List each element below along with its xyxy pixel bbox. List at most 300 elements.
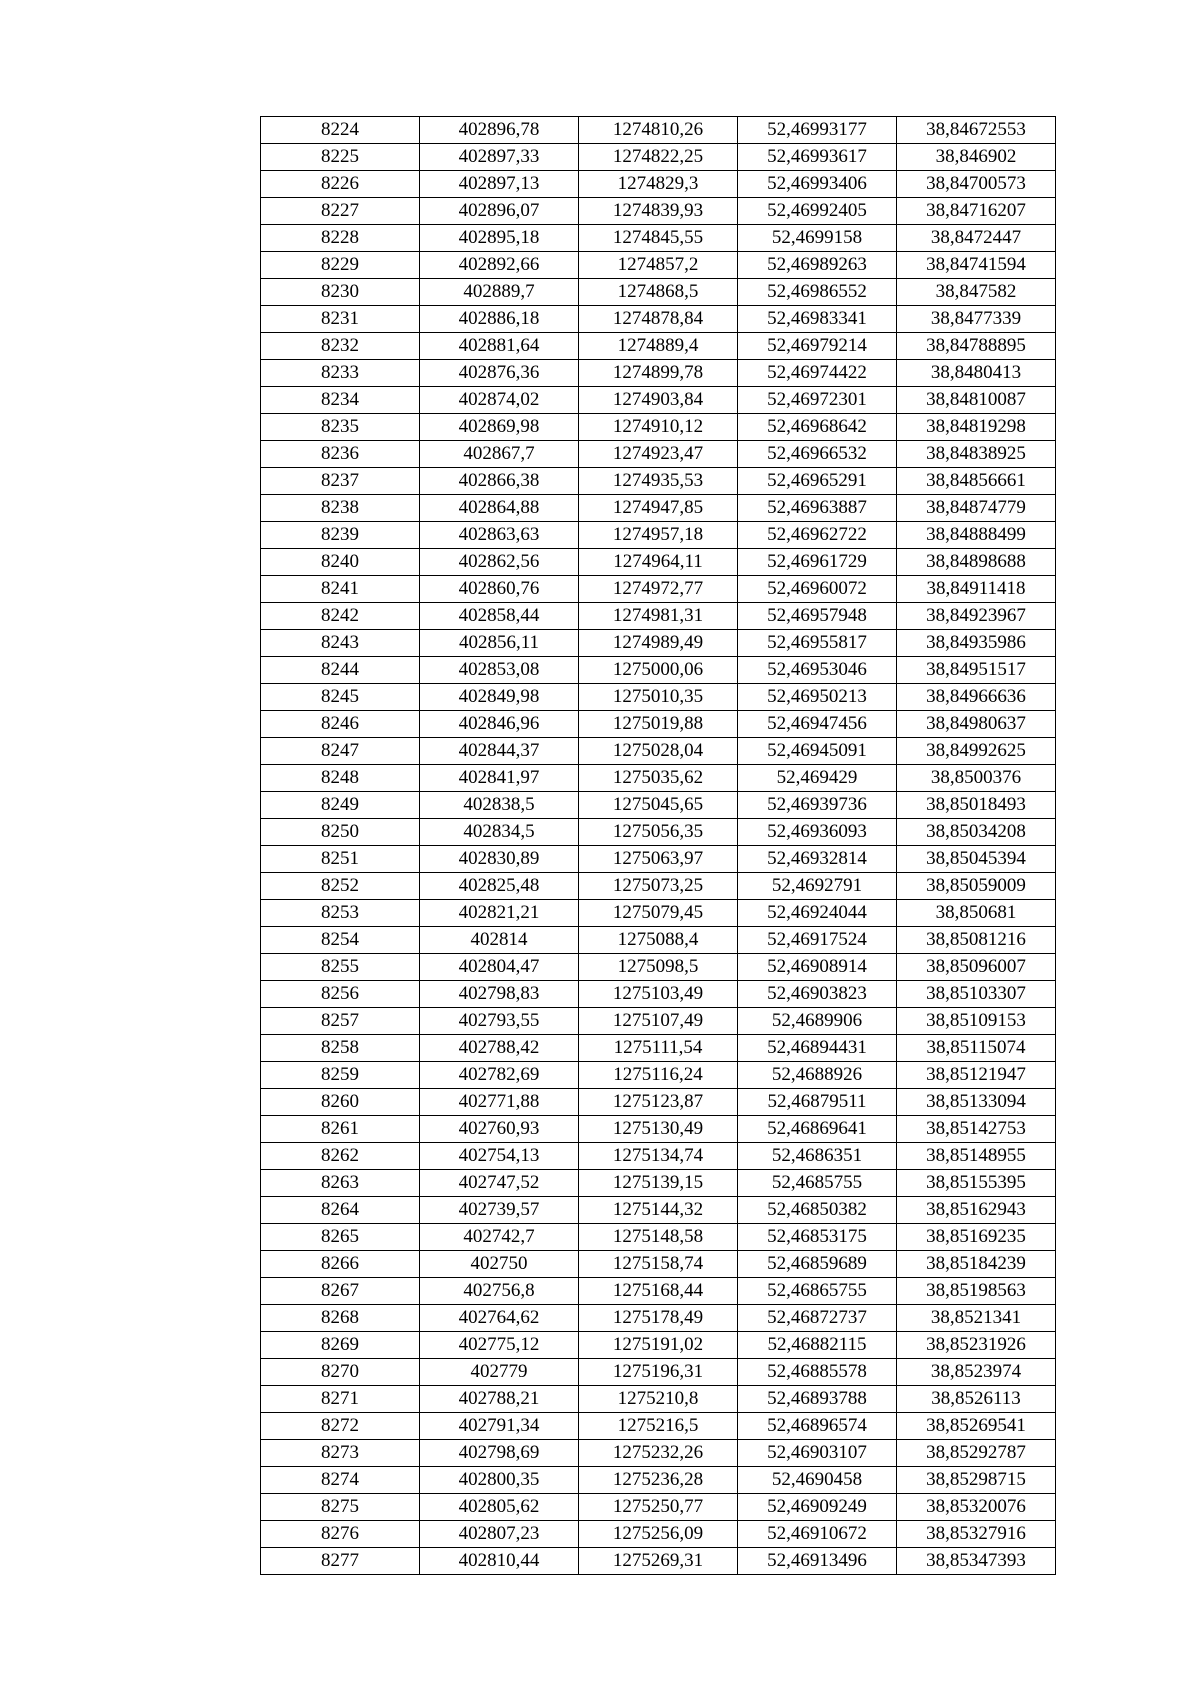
latitude-cell: 52,46983341 (738, 306, 897, 333)
y-coordinate-cell: 1275250,77 (579, 1494, 738, 1521)
table-row (261, 306, 1056, 333)
latitude-cell: 52,46909249 (738, 1494, 897, 1521)
x-coordinate-cell: 402754,13 (420, 1143, 579, 1170)
point-number-cell: 8275 (261, 1494, 420, 1521)
y-coordinate-cell: 1275056,35 (579, 819, 738, 846)
table-row (261, 1359, 1056, 1386)
x-coordinate-cell: 402764,62 (420, 1305, 579, 1332)
table-row (261, 1440, 1056, 1467)
point-number-cell: 8230 (261, 279, 420, 306)
longitude-cell: 38,8480413 (897, 360, 1056, 387)
x-coordinate-cell: 402869,98 (420, 414, 579, 441)
table-row (261, 171, 1056, 198)
point-number-cell: 8272 (261, 1413, 420, 1440)
table-row (261, 414, 1056, 441)
y-coordinate-cell: 1275000,06 (579, 657, 738, 684)
table-row (261, 1251, 1056, 1278)
latitude-cell: 52,46850382 (738, 1197, 897, 1224)
longitude-cell: 38,85155395 (897, 1170, 1056, 1197)
latitude-cell: 52,46939736 (738, 792, 897, 819)
y-coordinate-cell: 1275045,65 (579, 792, 738, 819)
latitude-cell: 52,46950213 (738, 684, 897, 711)
latitude-cell: 52,46910672 (738, 1521, 897, 1548)
latitude-cell: 52,46955817 (738, 630, 897, 657)
longitude-cell: 38,84888499 (897, 522, 1056, 549)
point-number-cell: 8277 (261, 1548, 420, 1575)
table-row (261, 360, 1056, 387)
y-coordinate-cell: 1274810,26 (579, 117, 738, 144)
longitude-cell: 38,84980637 (897, 711, 1056, 738)
x-coordinate-cell: 402896,78 (420, 117, 579, 144)
table-row (261, 198, 1056, 225)
point-number-cell: 8268 (261, 1305, 420, 1332)
point-number-cell: 8224 (261, 117, 420, 144)
longitude-cell: 38,85231926 (897, 1332, 1056, 1359)
longitude-cell: 38,85148955 (897, 1143, 1056, 1170)
x-coordinate-cell: 402838,5 (420, 792, 579, 819)
x-coordinate-cell: 402804,47 (420, 954, 579, 981)
longitude-cell: 38,8523974 (897, 1359, 1056, 1386)
x-coordinate-cell: 402771,88 (420, 1089, 579, 1116)
point-number-cell: 8269 (261, 1332, 420, 1359)
longitude-cell: 38,84911418 (897, 576, 1056, 603)
table-row (261, 657, 1056, 684)
x-coordinate-cell: 402756,8 (420, 1278, 579, 1305)
point-number-cell: 8251 (261, 846, 420, 873)
x-coordinate-cell: 402863,63 (420, 522, 579, 549)
longitude-cell: 38,84935986 (897, 630, 1056, 657)
longitude-cell: 38,85327916 (897, 1521, 1056, 1548)
longitude-cell: 38,85162943 (897, 1197, 1056, 1224)
latitude-cell: 52,46965291 (738, 468, 897, 495)
point-number-cell: 8256 (261, 981, 420, 1008)
latitude-cell: 52,46993406 (738, 171, 897, 198)
point-number-cell: 8247 (261, 738, 420, 765)
x-coordinate-cell: 402825,48 (420, 873, 579, 900)
longitude-cell: 38,85133094 (897, 1089, 1056, 1116)
longitude-cell: 38,850681 (897, 900, 1056, 927)
table-row (261, 144, 1056, 171)
y-coordinate-cell: 1275010,35 (579, 684, 738, 711)
latitude-cell: 52,46993617 (738, 144, 897, 171)
y-coordinate-cell: 1275148,58 (579, 1224, 738, 1251)
table-row (261, 1332, 1056, 1359)
table-row (261, 981, 1056, 1008)
table-row (261, 738, 1056, 765)
x-coordinate-cell: 402897,33 (420, 144, 579, 171)
y-coordinate-cell: 1274989,49 (579, 630, 738, 657)
longitude-cell: 38,8477339 (897, 306, 1056, 333)
latitude-cell: 52,46869641 (738, 1116, 897, 1143)
x-coordinate-cell: 402853,08 (420, 657, 579, 684)
table-row (261, 1413, 1056, 1440)
longitude-cell: 38,85184239 (897, 1251, 1056, 1278)
latitude-cell: 52,4685755 (738, 1170, 897, 1197)
point-number-cell: 8226 (261, 171, 420, 198)
y-coordinate-cell: 1275256,09 (579, 1521, 738, 1548)
x-coordinate-cell: 402841,97 (420, 765, 579, 792)
x-coordinate-cell: 402791,34 (420, 1413, 579, 1440)
table-row (261, 549, 1056, 576)
coordinates-table-body (261, 117, 1056, 1575)
longitude-cell: 38,85096007 (897, 954, 1056, 981)
longitude-cell: 38,84992625 (897, 738, 1056, 765)
point-number-cell: 8263 (261, 1170, 420, 1197)
latitude-cell: 52,46979214 (738, 333, 897, 360)
point-number-cell: 8252 (261, 873, 420, 900)
y-coordinate-cell: 1275028,04 (579, 738, 738, 765)
table-row (261, 630, 1056, 657)
y-coordinate-cell: 1275019,88 (579, 711, 738, 738)
point-number-cell: 8240 (261, 549, 420, 576)
longitude-cell: 38,84874779 (897, 495, 1056, 522)
x-coordinate-cell: 402856,11 (420, 630, 579, 657)
point-number-cell: 8264 (261, 1197, 420, 1224)
table-row (261, 1278, 1056, 1305)
table-row (261, 279, 1056, 306)
point-number-cell: 8241 (261, 576, 420, 603)
x-coordinate-cell: 402876,36 (420, 360, 579, 387)
longitude-cell: 38,85269541 (897, 1413, 1056, 1440)
point-number-cell: 8243 (261, 630, 420, 657)
point-number-cell: 8270 (261, 1359, 420, 1386)
latitude-cell: 52,46932814 (738, 846, 897, 873)
longitude-cell: 38,85198563 (897, 1278, 1056, 1305)
longitude-cell: 38,85169235 (897, 1224, 1056, 1251)
longitude-cell: 38,85059009 (897, 873, 1056, 900)
y-coordinate-cell: 1275073,25 (579, 873, 738, 900)
x-coordinate-cell: 402739,57 (420, 1197, 579, 1224)
table-row (261, 954, 1056, 981)
point-number-cell: 8271 (261, 1386, 420, 1413)
latitude-cell: 52,46903107 (738, 1440, 897, 1467)
longitude-cell: 38,84700573 (897, 171, 1056, 198)
point-number-cell: 8246 (261, 711, 420, 738)
y-coordinate-cell: 1275178,49 (579, 1305, 738, 1332)
y-coordinate-cell: 1274829,3 (579, 171, 738, 198)
point-number-cell: 8233 (261, 360, 420, 387)
table-row (261, 225, 1056, 252)
point-number-cell: 8258 (261, 1035, 420, 1062)
latitude-cell: 52,46936093 (738, 819, 897, 846)
coordinates-table (260, 116, 1056, 1575)
longitude-cell: 38,84716207 (897, 198, 1056, 225)
x-coordinate-cell: 402798,83 (420, 981, 579, 1008)
y-coordinate-cell: 1274845,55 (579, 225, 738, 252)
point-number-cell: 8248 (261, 765, 420, 792)
x-coordinate-cell: 402810,44 (420, 1548, 579, 1575)
y-coordinate-cell: 1274839,93 (579, 198, 738, 225)
longitude-cell: 38,84951517 (897, 657, 1056, 684)
y-coordinate-cell: 1274947,85 (579, 495, 738, 522)
x-coordinate-cell: 402892,66 (420, 252, 579, 279)
latitude-cell: 52,46974422 (738, 360, 897, 387)
longitude-cell: 38,847582 (897, 279, 1056, 306)
longitude-cell: 38,85320076 (897, 1494, 1056, 1521)
longitude-cell: 38,85292787 (897, 1440, 1056, 1467)
point-number-cell: 8259 (261, 1062, 420, 1089)
point-number-cell: 8267 (261, 1278, 420, 1305)
point-number-cell: 8261 (261, 1116, 420, 1143)
longitude-cell: 38,84856661 (897, 468, 1056, 495)
table-row (261, 1548, 1056, 1575)
longitude-cell: 38,8526113 (897, 1386, 1056, 1413)
x-coordinate-cell: 402860,76 (420, 576, 579, 603)
table-row (261, 846, 1056, 873)
longitude-cell: 38,85034208 (897, 819, 1056, 846)
y-coordinate-cell: 1274910,12 (579, 414, 738, 441)
x-coordinate-cell: 402834,5 (420, 819, 579, 846)
table-row (261, 1116, 1056, 1143)
latitude-cell: 52,46865755 (738, 1278, 897, 1305)
longitude-cell: 38,84672553 (897, 117, 1056, 144)
x-coordinate-cell: 402798,69 (420, 1440, 579, 1467)
table-row (261, 711, 1056, 738)
table-row (261, 1035, 1056, 1062)
x-coordinate-cell: 402866,38 (420, 468, 579, 495)
longitude-cell: 38,85347393 (897, 1548, 1056, 1575)
x-coordinate-cell: 402895,18 (420, 225, 579, 252)
point-number-cell: 8228 (261, 225, 420, 252)
longitude-cell: 38,85142753 (897, 1116, 1056, 1143)
longitude-cell: 38,8500376 (897, 765, 1056, 792)
latitude-cell: 52,46879511 (738, 1089, 897, 1116)
latitude-cell: 52,46896574 (738, 1413, 897, 1440)
longitude-cell: 38,85018493 (897, 792, 1056, 819)
table-row (261, 333, 1056, 360)
longitude-cell: 38,846902 (897, 144, 1056, 171)
latitude-cell: 52,46853175 (738, 1224, 897, 1251)
table-row (261, 1170, 1056, 1197)
y-coordinate-cell: 1274868,5 (579, 279, 738, 306)
point-number-cell: 8257 (261, 1008, 420, 1035)
x-coordinate-cell: 402807,23 (420, 1521, 579, 1548)
table-row (261, 1008, 1056, 1035)
y-coordinate-cell: 1275079,45 (579, 900, 738, 927)
longitude-cell: 38,84966636 (897, 684, 1056, 711)
table-row (261, 1143, 1056, 1170)
y-coordinate-cell: 1274903,84 (579, 387, 738, 414)
y-coordinate-cell: 1274935,53 (579, 468, 738, 495)
y-coordinate-cell: 1275088,4 (579, 927, 738, 954)
latitude-cell: 52,46924044 (738, 900, 897, 927)
longitude-cell: 38,84741594 (897, 252, 1056, 279)
y-coordinate-cell: 1275191,02 (579, 1332, 738, 1359)
x-coordinate-cell: 402742,7 (420, 1224, 579, 1251)
point-number-cell: 8262 (261, 1143, 420, 1170)
y-coordinate-cell: 1275139,15 (579, 1170, 738, 1197)
point-number-cell: 8225 (261, 144, 420, 171)
x-coordinate-cell: 402897,13 (420, 171, 579, 198)
x-coordinate-cell: 402844,37 (420, 738, 579, 765)
latitude-cell: 52,46894431 (738, 1035, 897, 1062)
point-number-cell: 8260 (261, 1089, 420, 1116)
y-coordinate-cell: 1275216,5 (579, 1413, 738, 1440)
longitude-cell: 38,85045394 (897, 846, 1056, 873)
longitude-cell: 38,8472447 (897, 225, 1056, 252)
latitude-cell: 52,46993177 (738, 117, 897, 144)
point-number-cell: 8276 (261, 1521, 420, 1548)
y-coordinate-cell: 1274957,18 (579, 522, 738, 549)
table-row (261, 441, 1056, 468)
table-row (261, 792, 1056, 819)
y-coordinate-cell: 1274981,31 (579, 603, 738, 630)
x-coordinate-cell: 402821,21 (420, 900, 579, 927)
x-coordinate-cell: 402793,55 (420, 1008, 579, 1035)
latitude-cell: 52,46960072 (738, 576, 897, 603)
table-row (261, 765, 1056, 792)
latitude-cell: 52,4690458 (738, 1467, 897, 1494)
longitude-cell: 38,84898688 (897, 549, 1056, 576)
table-row (261, 1386, 1056, 1413)
table-row (261, 1062, 1056, 1089)
x-coordinate-cell: 402849,98 (420, 684, 579, 711)
longitude-cell: 38,85298715 (897, 1467, 1056, 1494)
table-row (261, 522, 1056, 549)
y-coordinate-cell: 1274822,25 (579, 144, 738, 171)
point-number-cell: 8236 (261, 441, 420, 468)
y-coordinate-cell: 1275063,97 (579, 846, 738, 873)
point-number-cell: 8231 (261, 306, 420, 333)
x-coordinate-cell: 402788,21 (420, 1386, 579, 1413)
x-coordinate-cell: 402862,56 (420, 549, 579, 576)
x-coordinate-cell: 402889,7 (420, 279, 579, 306)
y-coordinate-cell: 1274878,84 (579, 306, 738, 333)
latitude-cell: 52,46917524 (738, 927, 897, 954)
latitude-cell: 52,46957948 (738, 603, 897, 630)
longitude-cell: 38,84810087 (897, 387, 1056, 414)
y-coordinate-cell: 1275107,49 (579, 1008, 738, 1035)
x-coordinate-cell: 402750 (420, 1251, 579, 1278)
point-number-cell: 8255 (261, 954, 420, 981)
table-row (261, 252, 1056, 279)
x-coordinate-cell: 402830,89 (420, 846, 579, 873)
latitude-cell: 52,46992405 (738, 198, 897, 225)
y-coordinate-cell: 1275134,74 (579, 1143, 738, 1170)
y-coordinate-cell: 1275103,49 (579, 981, 738, 1008)
table-row (261, 1305, 1056, 1332)
latitude-cell: 52,46885578 (738, 1359, 897, 1386)
longitude-cell: 38,85121947 (897, 1062, 1056, 1089)
point-number-cell: 8234 (261, 387, 420, 414)
point-number-cell: 8227 (261, 198, 420, 225)
latitude-cell: 52,46986552 (738, 279, 897, 306)
x-coordinate-cell: 402814 (420, 927, 579, 954)
longitude-cell: 38,85109153 (897, 1008, 1056, 1035)
x-coordinate-cell: 402846,96 (420, 711, 579, 738)
x-coordinate-cell: 402896,07 (420, 198, 579, 225)
point-number-cell: 8266 (261, 1251, 420, 1278)
latitude-cell: 52,4688926 (738, 1062, 897, 1089)
x-coordinate-cell: 402747,52 (420, 1170, 579, 1197)
longitude-cell: 38,8521341 (897, 1305, 1056, 1332)
y-coordinate-cell: 1275232,26 (579, 1440, 738, 1467)
point-number-cell: 8239 (261, 522, 420, 549)
latitude-cell: 52,46961729 (738, 549, 897, 576)
latitude-cell: 52,46872737 (738, 1305, 897, 1332)
x-coordinate-cell: 402805,62 (420, 1494, 579, 1521)
longitude-cell: 38,85115074 (897, 1035, 1056, 1062)
point-number-cell: 8265 (261, 1224, 420, 1251)
y-coordinate-cell: 1275116,24 (579, 1062, 738, 1089)
point-number-cell: 8237 (261, 468, 420, 495)
table-row (261, 1494, 1056, 1521)
table-row (261, 387, 1056, 414)
x-coordinate-cell: 402800,35 (420, 1467, 579, 1494)
table-row (261, 468, 1056, 495)
longitude-cell: 38,85081216 (897, 927, 1056, 954)
longitude-cell: 38,84788895 (897, 333, 1056, 360)
point-number-cell: 8254 (261, 927, 420, 954)
table-row (261, 495, 1056, 522)
x-coordinate-cell: 402858,44 (420, 603, 579, 630)
latitude-cell: 52,4689906 (738, 1008, 897, 1035)
x-coordinate-cell: 402775,12 (420, 1332, 579, 1359)
x-coordinate-cell: 402788,42 (420, 1035, 579, 1062)
table-row (261, 819, 1056, 846)
latitude-cell: 52,46953046 (738, 657, 897, 684)
latitude-cell: 52,46968642 (738, 414, 897, 441)
y-coordinate-cell: 1275123,87 (579, 1089, 738, 1116)
latitude-cell: 52,4692791 (738, 873, 897, 900)
point-number-cell: 8273 (261, 1440, 420, 1467)
x-coordinate-cell: 402886,18 (420, 306, 579, 333)
table-row (261, 1521, 1056, 1548)
table-row (261, 684, 1056, 711)
latitude-cell: 52,46893788 (738, 1386, 897, 1413)
longitude-cell: 38,84819298 (897, 414, 1056, 441)
point-number-cell: 8274 (261, 1467, 420, 1494)
y-coordinate-cell: 1275111,54 (579, 1035, 738, 1062)
latitude-cell: 52,46963887 (738, 495, 897, 522)
longitude-cell: 38,85103307 (897, 981, 1056, 1008)
x-coordinate-cell: 402760,93 (420, 1116, 579, 1143)
latitude-cell: 52,4686351 (738, 1143, 897, 1170)
y-coordinate-cell: 1275210,8 (579, 1386, 738, 1413)
x-coordinate-cell: 402874,02 (420, 387, 579, 414)
x-coordinate-cell: 402782,69 (420, 1062, 579, 1089)
y-coordinate-cell: 1274899,78 (579, 360, 738, 387)
latitude-cell: 52,46972301 (738, 387, 897, 414)
point-number-cell: 8249 (261, 792, 420, 819)
x-coordinate-cell: 402881,64 (420, 333, 579, 360)
table-row (261, 603, 1056, 630)
point-number-cell: 8242 (261, 603, 420, 630)
y-coordinate-cell: 1275035,62 (579, 765, 738, 792)
table-row (261, 873, 1056, 900)
table-row (261, 1089, 1056, 1116)
y-coordinate-cell: 1275236,28 (579, 1467, 738, 1494)
longitude-cell: 38,84923967 (897, 603, 1056, 630)
y-coordinate-cell: 1275098,5 (579, 954, 738, 981)
table-row (261, 1197, 1056, 1224)
y-coordinate-cell: 1274972,77 (579, 576, 738, 603)
point-number-cell: 8232 (261, 333, 420, 360)
latitude-cell: 52,46882115 (738, 1332, 897, 1359)
latitude-cell: 52,46989263 (738, 252, 897, 279)
y-coordinate-cell: 1274923,47 (579, 441, 738, 468)
point-number-cell: 8245 (261, 684, 420, 711)
table-row (261, 576, 1056, 603)
point-number-cell: 8235 (261, 414, 420, 441)
y-coordinate-cell: 1275269,31 (579, 1548, 738, 1575)
y-coordinate-cell: 1274964,11 (579, 549, 738, 576)
point-number-cell: 8253 (261, 900, 420, 927)
table-row (261, 1224, 1056, 1251)
latitude-cell: 52,46903823 (738, 981, 897, 1008)
latitude-cell: 52,46859689 (738, 1251, 897, 1278)
point-number-cell: 8250 (261, 819, 420, 846)
